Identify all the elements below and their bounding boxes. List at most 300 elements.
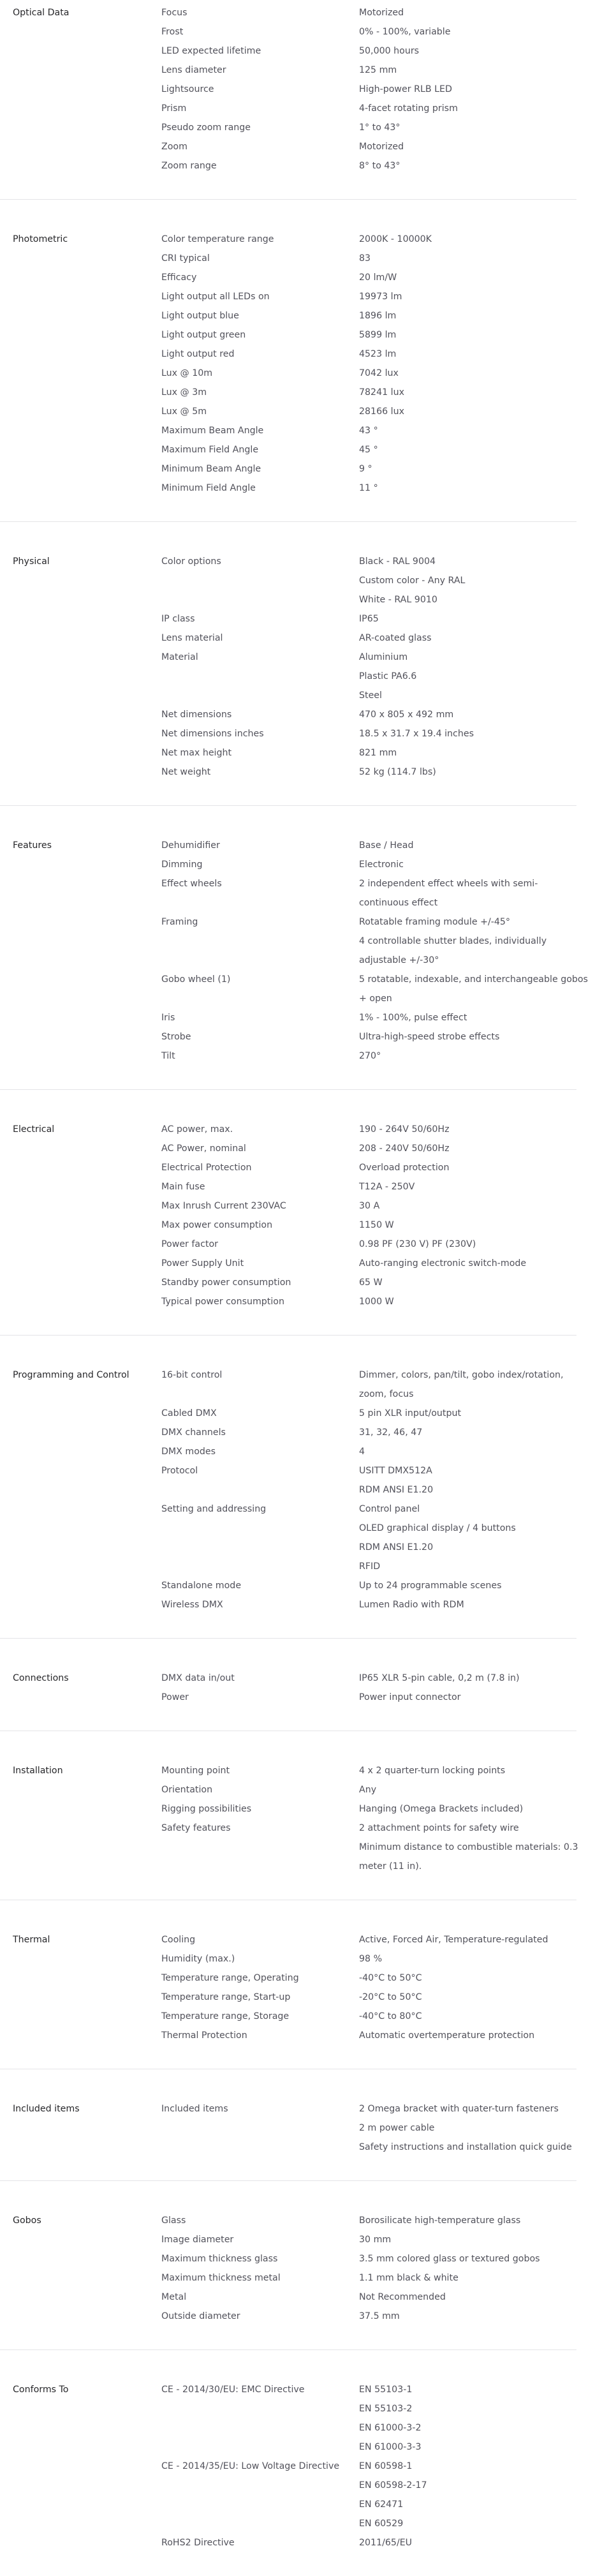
- spec-values: [359, 156, 589, 175]
- spec-values: [359, 1027, 589, 1046]
- spec-row: [0, 763, 576, 782]
- spec-value: Electronic: [359, 860, 404, 870]
- spec-section-connections: [0, 1665, 576, 1731]
- spec-row: [0, 2533, 576, 2552]
- spec-label: Efficacy: [161, 272, 197, 283]
- spec-values: [359, 2099, 589, 2157]
- spec-value: T12A - 250V: [359, 1182, 415, 1192]
- spec-value: EN 55103-1: [359, 2385, 413, 2395]
- spec-row: [0, 1273, 576, 1292]
- spec-values: [359, 1949, 589, 1969]
- spec-row: [0, 1254, 576, 1273]
- spec-value: 208 - 240V 50/60Hz: [359, 1143, 450, 1154]
- spec-values: [359, 2307, 589, 2326]
- spec-value: meter (11 in).: [359, 1861, 422, 1872]
- spec-row: [0, 1576, 576, 1595]
- spec-value: 2 independent effect wheels with semi-: [359, 879, 538, 889]
- spec-values: [359, 1423, 589, 1442]
- spec-value: zoom, focus: [359, 1389, 414, 1399]
- section-title: Connections: [13, 1673, 69, 1683]
- spec-value: -40°C to 50°C: [359, 1973, 422, 1983]
- spec-section-optical-data: [0, 0, 576, 200]
- spec-values: [359, 2007, 589, 2026]
- spec-label: 16-bit control: [161, 1370, 223, 1380]
- spec-value: 5 pin XLR input/output: [359, 1408, 462, 1418]
- spec-values: [359, 1177, 589, 1196]
- spec-row: [0, 1799, 576, 1819]
- spec-value: 1% - 100%, pulse effect: [359, 1013, 467, 1023]
- spec-value: 83: [359, 253, 371, 264]
- spec-value: 4 x 2 quarter-turn locking points: [359, 1766, 506, 1776]
- spec-section-physical: [0, 549, 576, 806]
- spec-row: [0, 230, 576, 249]
- spec-label: AC Power, nominal: [161, 1143, 246, 1154]
- spec-row: [0, 306, 576, 325]
- spec-values: [359, 440, 589, 459]
- spec-value: 2000K - 10000K: [359, 234, 432, 244]
- spec-row: [0, 1008, 576, 1027]
- spec-values: [359, 1669, 589, 1688]
- section-title: Included items: [13, 2104, 80, 2114]
- spec-row: [0, 99, 576, 118]
- spec-values: [359, 1930, 589, 1949]
- spec-values: [359, 1158, 589, 1177]
- spec-row: [0, 402, 576, 421]
- spec-row: [0, 1292, 576, 1311]
- spec-row: [0, 1669, 576, 1688]
- spec-values: [359, 1196, 589, 1216]
- spec-row: [0, 743, 576, 763]
- spec-values: [359, 249, 589, 268]
- spec-row: [0, 2249, 576, 2268]
- spec-label: Color options: [161, 556, 221, 567]
- spec-label: Light output all LEDs on: [161, 292, 270, 302]
- spec-values: [359, 80, 589, 99]
- section-title: Programming and Control: [13, 1370, 129, 1380]
- spec-section-photometric: [0, 227, 576, 522]
- spec-row: [0, 874, 576, 912]
- spec-label: Strobe: [161, 1032, 191, 1042]
- spec-label: Included items: [161, 2104, 228, 2114]
- spec-row: [0, 345, 576, 364]
- spec-row: [0, 1688, 576, 1707]
- spec-label: Light output blue: [161, 311, 239, 321]
- spec-label: Maximum Field Angle: [161, 445, 259, 455]
- spec-value: Motorized: [359, 142, 404, 152]
- spec-section-electrical: [0, 1117, 576, 1336]
- spec-value: Minimum distance to combustible materials: 0.3: [359, 1842, 578, 1852]
- spec-value: Base / Head: [359, 840, 414, 851]
- spec-label: CRI typical: [161, 253, 210, 264]
- spec-row: [0, 41, 576, 61]
- spec-row: [0, 479, 576, 498]
- spec-value: -20°C to 50°C: [359, 1992, 422, 2002]
- spec-value: Any: [359, 1785, 377, 1795]
- spec-row: [0, 648, 576, 705]
- spec-value: Up to 24 programmable scenes: [359, 1581, 502, 1591]
- section-title: Physical: [13, 556, 50, 567]
- spec-row: [0, 724, 576, 743]
- spec-label: Tilt: [161, 1051, 175, 1061]
- spec-value: 2011/65/EU: [359, 2538, 413, 2548]
- spec-row: [0, 2380, 576, 2457]
- spec-label: Pseudo zoom range: [161, 123, 251, 133]
- spec-row: [0, 2026, 576, 2045]
- spec-value: Not Recommended: [359, 2292, 446, 2302]
- spec-label: Rigging possibilities: [161, 1804, 252, 1814]
- spec-row: [0, 2099, 576, 2157]
- spec-row: [0, 1819, 576, 1876]
- spec-row: [0, 1595, 576, 1614]
- spec-value: EN 55103-2: [359, 2404, 413, 2414]
- spec-value: 30 mm: [359, 2235, 392, 2245]
- spec-values: [359, 836, 589, 855]
- spec-values: [359, 1500, 589, 1576]
- spec-values: [359, 1404, 589, 1423]
- spec-value: 45 °: [359, 445, 378, 455]
- spec-label: Minimum Field Angle: [161, 483, 256, 493]
- spec-value: 0% - 100%, variable: [359, 27, 451, 37]
- spec-values: [359, 137, 589, 156]
- spec-values: [359, 268, 589, 287]
- spec-value: White - RAL 9010: [359, 595, 437, 605]
- spec-label: Iris: [161, 1013, 175, 1023]
- spec-label: Maximum thickness glass: [161, 2254, 278, 2264]
- spec-value: Lumen Radio with RDM: [359, 1600, 464, 1610]
- spec-values: [359, 1046, 589, 1066]
- spec-value: 9 °: [359, 464, 372, 474]
- spec-value: 821 mm: [359, 748, 397, 758]
- spec-row: [0, 1027, 576, 1046]
- spec-value: 98 %: [359, 1954, 383, 1964]
- spec-values: [359, 459, 589, 479]
- spec-label: Power Supply Unit: [161, 1258, 244, 1269]
- spec-values: [359, 705, 589, 724]
- spec-label: Effect wheels: [161, 879, 222, 889]
- spec-label: Power: [161, 1692, 189, 1702]
- spec-value: Black - RAL 9004: [359, 556, 436, 567]
- spec-row: [0, 1442, 576, 1461]
- spec-label: Net weight: [161, 767, 211, 777]
- spec-row: [0, 1046, 576, 1066]
- spec-value: 7042 lux: [359, 368, 399, 378]
- spec-label: Lens material: [161, 633, 223, 643]
- spec-value: 30 A: [359, 1201, 380, 1211]
- spec-label: AC power, max.: [161, 1124, 233, 1135]
- spec-label: Thermal Protection: [161, 2030, 247, 2041]
- section-title: Photometric: [13, 234, 68, 244]
- spec-label: Zoom range: [161, 161, 217, 171]
- spec-value: 19973 lm: [359, 292, 402, 302]
- spec-label: Cooling: [161, 1935, 196, 1945]
- spec-values: [359, 1366, 589, 1404]
- spec-value: Rotatable framing module +/-45°: [359, 917, 511, 927]
- spec-values: [359, 287, 589, 306]
- spec-value: Borosilicate high-temperature glass: [359, 2215, 521, 2226]
- spec-value: EN 61000-3-2: [359, 2423, 422, 2433]
- spec-label: Protocol: [161, 1466, 198, 1476]
- spec-value: 43 °: [359, 426, 378, 436]
- spec-label: DMX modes: [161, 1447, 216, 1457]
- spec-row: [0, 2211, 576, 2230]
- spec-value: 2 m power cable: [359, 2123, 435, 2133]
- spec-value: Power input connector: [359, 1692, 461, 1702]
- spec-row: [0, 836, 576, 855]
- spec-values: [359, 912, 589, 970]
- spec-values: [359, 1969, 589, 1988]
- spec-label: Lux @ 5m: [161, 406, 207, 417]
- spec-label: Dimming: [161, 860, 203, 870]
- spec-values: [359, 421, 589, 440]
- section-title: Installation: [13, 1766, 63, 1776]
- spec-value: 2 Omega bracket with quater-turn fasteners: [359, 2104, 559, 2114]
- spec-row: [0, 1177, 576, 1196]
- section-title: Electrical: [13, 1124, 55, 1135]
- spec-row: [0, 1780, 576, 1799]
- spec-values: [359, 1235, 589, 1254]
- spec-values: [359, 970, 589, 1008]
- spec-row: [0, 1196, 576, 1216]
- spec-value: 37.5 mm: [359, 2311, 400, 2321]
- spec-label: Light output red: [161, 349, 235, 359]
- spec-value: Aluminium: [359, 652, 408, 662]
- spec-value: 190 - 264V 50/60Hz: [359, 1124, 450, 1135]
- spec-values: [359, 61, 589, 80]
- spec-label: Humidity (max.): [161, 1954, 235, 1964]
- spec-value: Control panel: [359, 1504, 420, 1514]
- spec-label: Image diameter: [161, 2235, 234, 2245]
- spec-label: CE - 2014/35/EU: Low Voltage Directive: [161, 2461, 340, 2471]
- spec-label: Temperature range, Operating: [161, 1973, 299, 1983]
- spec-label: LED expected lifetime: [161, 46, 261, 56]
- spec-row: [0, 3, 576, 22]
- spec-value: 1° to 43°: [359, 123, 400, 133]
- spec-row: [0, 118, 576, 137]
- spec-value: 1150 W: [359, 1220, 394, 1230]
- spec-label: Max Inrush Current 230VAC: [161, 1201, 286, 1211]
- spec-values: [359, 1139, 589, 1158]
- spec-values: [359, 2288, 589, 2307]
- spec-value: 4523 lm: [359, 349, 397, 359]
- spec-value: continuous effect: [359, 898, 438, 908]
- spec-values: [359, 1799, 589, 1819]
- spec-section-installation: [0, 1758, 576, 1900]
- spec-row: [0, 1461, 576, 1500]
- spec-value: RDM ANSI E1.20: [359, 1542, 434, 1552]
- spec-label: Zoom: [161, 142, 187, 152]
- spec-label: Orientation: [161, 1785, 213, 1795]
- spec-value: Dimmer, colors, pan/tilt, gobo index/rotation,: [359, 1370, 564, 1380]
- spec-row: [0, 1235, 576, 1254]
- spec-label: Temperature range, Start-up: [161, 1992, 291, 2002]
- spec-value: Active, Forced Air, Temperature-regulated: [359, 1935, 548, 1945]
- spec-values: [359, 2211, 589, 2230]
- spec-value: Safety instructions and installation quick guide: [359, 2142, 572, 2152]
- spec-value: 65 W: [359, 1277, 383, 1288]
- spec-values: [359, 1292, 589, 1311]
- spec-label: Frost: [161, 27, 184, 37]
- spec-row: [0, 970, 588, 1008]
- spec-value: Custom color - Any RAL: [359, 576, 466, 586]
- spec-label: Electrical Protection: [161, 1163, 252, 1173]
- spec-values: [359, 306, 589, 325]
- spec-row: [0, 1423, 576, 1442]
- spec-row: [0, 2007, 576, 2026]
- spec-values: [359, 743, 589, 763]
- spec-values: [359, 3, 589, 22]
- spec-section-programming-and-control: [0, 1362, 576, 1639]
- spec-values: [359, 1988, 589, 2007]
- spec-values: [359, 2026, 589, 2045]
- spec-label: Dehumidifier: [161, 840, 220, 851]
- spec-value: 4-facet rotating prism: [359, 103, 458, 114]
- spec-value: 28166 lux: [359, 406, 404, 417]
- spec-label: Metal: [161, 2292, 187, 2302]
- spec-label: Net max height: [161, 748, 232, 758]
- spec-value: AR-coated glass: [359, 633, 432, 643]
- spec-values: [359, 1120, 589, 1139]
- spec-value: Ultra-high-speed strobe effects: [359, 1032, 500, 1042]
- spec-row: [0, 552, 576, 609]
- section-title: Gobos: [13, 2215, 41, 2226]
- spec-value: 50,000 hours: [359, 46, 420, 56]
- spec-row: [0, 1500, 576, 1576]
- spec-value: High-power RLB LED: [359, 84, 452, 94]
- spec-value: 2 attachment points for safety wire: [359, 1823, 519, 1833]
- spec-value: 3.5 mm colored glass or textured gobos: [359, 2254, 540, 2264]
- spec-values: [359, 855, 589, 874]
- spec-row: [0, 1969, 576, 1988]
- spec-values: [359, 41, 589, 61]
- spec-section-conforms-to: [0, 2377, 576, 2576]
- spec-label: Color temperature range: [161, 234, 274, 244]
- spec-values: [359, 1576, 589, 1595]
- spec-value: 470 x 805 x 492 mm: [359, 710, 454, 720]
- spec-value: 20 lm/W: [359, 272, 397, 283]
- spec-label: Lightsource: [161, 84, 214, 94]
- spec-row: [0, 421, 576, 440]
- spec-label: Maximum Beam Angle: [161, 426, 264, 436]
- spec-row: [0, 1120, 576, 1139]
- spec-values: [359, 1688, 589, 1707]
- spec-values: [359, 345, 589, 364]
- spec-values: [359, 609, 589, 629]
- spec-value: Plastic PA6.6: [359, 671, 417, 681]
- spec-label: Setting and addressing: [161, 1504, 267, 1514]
- spec-value: Auto-ranging electronic switch-mode: [359, 1258, 527, 1269]
- spec-values: [359, 874, 589, 912]
- spec-value: + open: [359, 994, 392, 1004]
- spec-values: [359, 1780, 589, 1799]
- spec-row: [0, 2288, 576, 2307]
- spec-values: [359, 629, 589, 648]
- spec-label: Safety features: [161, 1823, 231, 1833]
- spec-label: Lux @ 10m: [161, 368, 213, 378]
- spec-label: RoHS2 Directive: [161, 2538, 235, 2548]
- section-title: Features: [13, 840, 52, 851]
- spec-value: EN 60529: [359, 2519, 404, 2529]
- spec-label: Cabled DMX: [161, 1408, 217, 1418]
- spec-label: Lens diameter: [161, 65, 226, 75]
- spec-row: [0, 287, 576, 306]
- spec-row: [0, 1404, 576, 1423]
- spec-value: 31, 32, 46, 47: [359, 1427, 423, 1438]
- spec-label: Standalone mode: [161, 1581, 242, 1591]
- spec-values: [359, 1461, 589, 1500]
- spec-value: 4 controllable shutter blades, individually: [359, 936, 547, 946]
- spec-row: [0, 61, 576, 80]
- spec-value: EN 60598-1: [359, 2461, 413, 2471]
- spec-row: [0, 1216, 576, 1235]
- spec-values: [359, 1761, 589, 1780]
- spec-label: Glass: [161, 2215, 186, 2226]
- spec-value: Hanging (Omega Brackets included): [359, 1804, 524, 1814]
- spec-row: [0, 249, 576, 268]
- spec-row: [0, 2230, 576, 2249]
- spec-values: [359, 2457, 589, 2533]
- spec-value: IP65 XLR 5-pin cable, 0,2 m (7.8 in): [359, 1673, 520, 1683]
- spec-value: Overload protection: [359, 1163, 450, 1173]
- spec-values: [359, 1595, 589, 1614]
- spec-values: [359, 2380, 589, 2457]
- spec-value: 0.98 PF (230 V) PF (230V): [359, 1239, 476, 1249]
- spec-values: [359, 99, 589, 118]
- spec-row: [0, 1761, 576, 1780]
- spec-value: Motorized: [359, 8, 404, 18]
- spec-row: [0, 137, 576, 156]
- spec-label: Max power consumption: [161, 1220, 273, 1230]
- spec-section-gobos: [0, 2208, 576, 2350]
- spec-value: IP65: [359, 614, 379, 624]
- spec-label: Temperature range, Storage: [161, 2011, 290, 2021]
- spec-value: 11 °: [359, 483, 378, 493]
- spec-section-included-items: [0, 2096, 576, 2181]
- spec-values: [359, 2268, 589, 2288]
- spec-values: [359, 552, 589, 609]
- spec-label: Power factor: [161, 1239, 218, 1249]
- spec-values: [359, 479, 589, 498]
- spec-row: [0, 1930, 576, 1949]
- spec-value: 270°: [359, 1051, 381, 1061]
- spec-value: Steel: [359, 690, 382, 701]
- spec-row: [0, 325, 576, 345]
- spec-row: [0, 629, 576, 648]
- spec-value: 8° to 43°: [359, 161, 400, 171]
- spec-row: [0, 1366, 576, 1404]
- spec-row: [0, 22, 576, 41]
- spec-values: [359, 383, 589, 402]
- spec-label: Net dimensions: [161, 710, 232, 720]
- spec-values: [359, 1254, 589, 1273]
- spec-row: [0, 1988, 576, 2007]
- spec-value: adjustable +/-30°: [359, 955, 439, 965]
- spec-values: [359, 724, 589, 743]
- spec-values: [359, 2533, 589, 2552]
- spec-label: Typical power consumption: [161, 1297, 284, 1307]
- spec-values: [359, 1008, 589, 1027]
- spec-label: Net dimensions inches: [161, 729, 264, 739]
- spec-value: 78241 lux: [359, 387, 404, 398]
- spec-value: -40°C to 80°C: [359, 2011, 422, 2021]
- spec-row: [0, 364, 576, 383]
- spec-values: [359, 763, 589, 782]
- spec-label: IP class: [161, 614, 195, 624]
- section-title: Thermal: [13, 1935, 50, 1945]
- spec-value: 125 mm: [359, 65, 397, 75]
- spec-label: Standby power consumption: [161, 1277, 291, 1288]
- spec-value: RFID: [359, 1561, 381, 1572]
- spec-values: [359, 1216, 589, 1235]
